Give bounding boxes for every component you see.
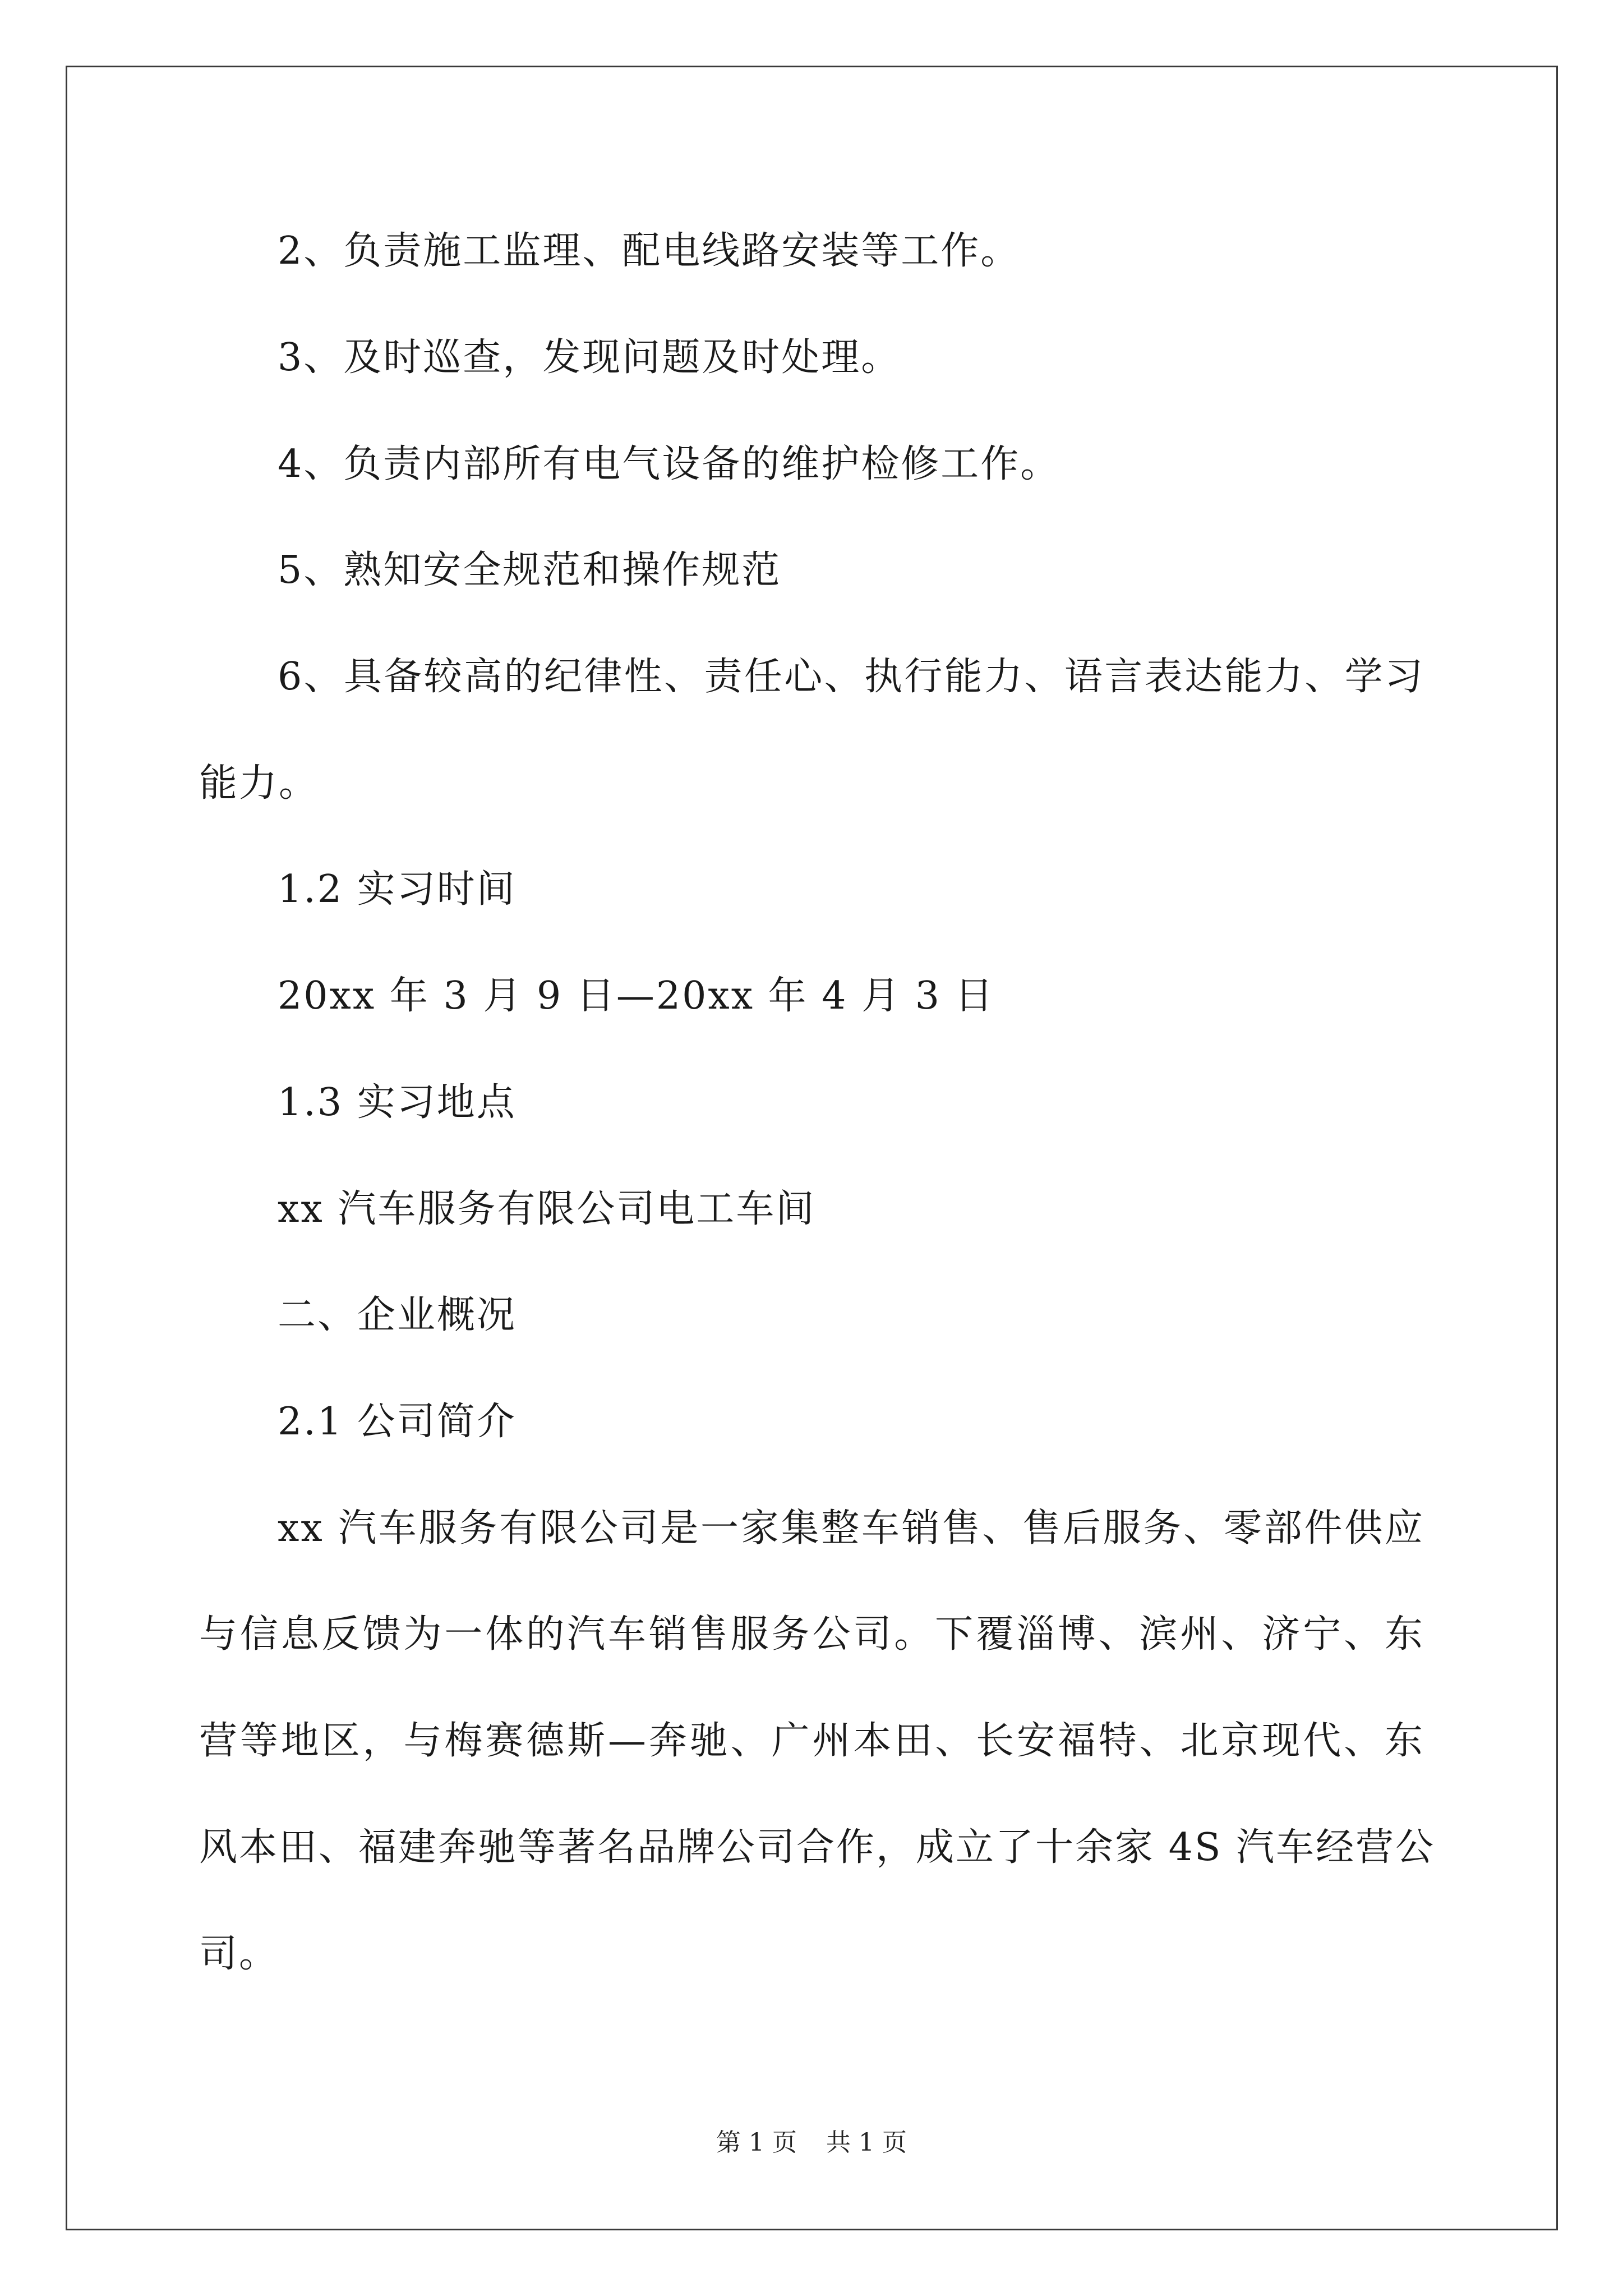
list-item-4: 4、负责内部所有电气设备的维护检修工作。	[278, 442, 1061, 486]
list-item-5: 5、熟知安全规范和操作规范	[278, 548, 782, 592]
section-heading-internship-location: 1.3 实习地点	[278, 1080, 517, 1125]
page-total: 共 1 页	[826, 2128, 907, 2157]
list-item-6-line-1: 6、具备较高的纪律性、责任心、执行能力、语言表达能力、学习	[278, 655, 1424, 699]
page-number: 第 1 页	[716, 2128, 797, 2157]
section-heading-company-intro: 2.1 公司简介	[278, 1400, 517, 1444]
company-intro-line-2: 与信息反馈为一体的汽车销售服务公司。下覆淄博、滨州、济宁、东	[199, 1612, 1424, 1657]
page-border	[66, 66, 1558, 2230]
company-intro-line-5: 司。	[199, 1932, 279, 1976]
company-intro-line-4: 风本田、福建奔驰等著名品牌公司合作，成立了十余家 4S 汽车经营公	[199, 1825, 1436, 1870]
company-intro-line-3: 营等地区，与梅赛德斯—奔驰、广州本田、长安福特、北京现代、东	[199, 1719, 1424, 1763]
list-item-6-line-2: 能力。	[199, 761, 319, 806]
list-item-3: 3、及时巡查，发现问题及时处理。	[278, 335, 901, 380]
page-footer	[0, 2127, 1623, 2159]
internship-dates: 20xx 年 3 月 9 日—20xx 年 4 月 3 日	[278, 974, 995, 1018]
section-heading-company-overview: 二、企业概况	[278, 1293, 517, 1337]
internship-location: xx 汽车服务有限公司电工车间	[278, 1187, 816, 1231]
company-intro-line-1: xx 汽车服务有限公司是一家集整车销售、售后服务、零部件供应	[278, 1506, 1424, 1550]
list-item-2: 2、负责施工监理、配电线路安装等工作。	[278, 229, 1021, 273]
section-heading-internship-time: 1.2 实习时间	[278, 867, 517, 912]
